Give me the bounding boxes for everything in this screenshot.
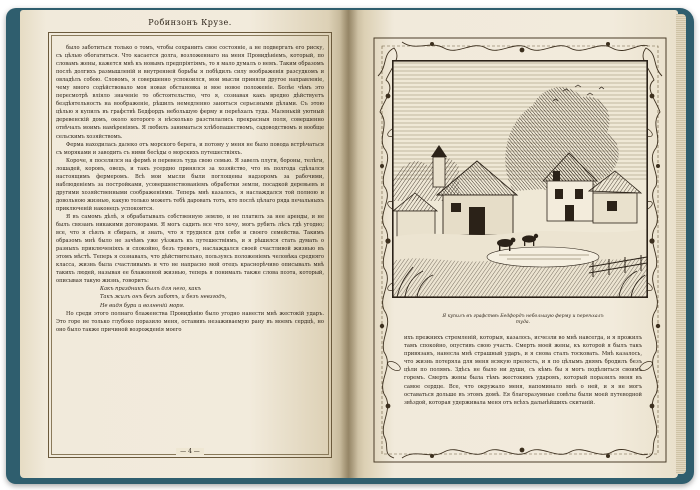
page-number bbox=[48, 448, 332, 455]
book-gutter bbox=[340, 10, 358, 478]
verse-line: Какъ праздникъ былъ для него, какъ bbox=[100, 286, 201, 293]
farm-engraving bbox=[392, 60, 648, 298]
paragraph: Ферма находилась далеко отъ морского берега, и потому у меня не было повода встрѣчаться съ моряками и заводить съ ними бесѣды о морскихъ путешествіяхъ. bbox=[56, 141, 324, 156]
paragraph: Я въ самомъ дѣлѣ, я обрабатывалъ собственную землю, и не платилъ за нее аренды, и не былъ связанъ никакими договорами. Я могъ садить все что хочу, могъ рубить лѣсъ гдѣ угодно; все, что я сѣялъ я сбиралъ, и знать, что я трудился для себя и своего семейства. Такимъ образомъ мнѣ было не зачѣмъ уже уѣзжать къ путешествіямъ, и я рѣшился стать думать о разныхъ приключеніяхъ и спокойно, безъ тревогъ, наслаждался своей счастливой жизнью въ этомъ мѣстѣ. Теперь я сознавалъ, что дѣйствительно, пользуясь положеніемъ человѣка средняго класса, жизнь была счастливымъ и что не напрасно мой отецъ краснорѣчиво описывалъ мнѣ такихъ людей, называя ее блаженной жизнью, теперь я понималъ также слова поэта, который, описывая такую жизнь, говоритъ: bbox=[56, 213, 324, 285]
engraving-caption: Я купилъ въ графствѣ Бедфордъ небольшую ферму и переѣхалъ туда. bbox=[442, 314, 604, 326]
left-page-text bbox=[56, 44, 324, 334]
paragraph: Короче, я поселился на фермѣ и перевезъ туда свою семью. Я завелъ плуги, бороны, телѣги, лошадей, коровъ, овецъ, и такъ усердно принялся за хозяйство, что въ полгода сдѣлался настоящимъ фермеромъ. Всѣ мои мысли были поглощены надзоромъ за рабочими, наблюденіемъ за постройками, усовершенствованіемъ обработки земли, посадкой деревьевъ и другими хозяйственными соображеніями. Теперь мнѣ казалось, я наслаждался той полною и довольною жизнью, какую только можетъ тебѣ даровать тотъ, кто послѣ цѣлаго ряда печальныхъ приключеній наконецъ успокоится. bbox=[56, 157, 324, 212]
paragraph: ихъ прежнихъ стремленій, которыя, казалось, исчезли во мнѣ навсегда, и я прожилъ тамъ спокойно, опустивъ свою участь. Смерть моей жены, къ которой я былъ такъ привязанъ, нанесла мнѣ страшный ударъ, и я снова сталъ тосковать. Мнѣ казалось, что жизнь потеряла для меня всякую прелесть, и я по цѣлымъ днямъ бродилъ безъ цѣли по полямъ. Здѣсь не было ни души, съ кѣмъ бы я могъ подѣлиться своимъ горемъ. Смерть жены была тѣмъ жестокимъ ударомъ, который поразилъ меня въ самое сердце. Все, что окружало меня, напоминало мнѣ о ней, и я не могъ оставаться дольше въ этомъ домѣ. Ея благоразумные совѣты были моей путеводной звѣздой, которая удерживала меня отъ всѣхъ дальнѣйшихъ скитаній. bbox=[404, 335, 642, 406]
page-number-text: — 4 — bbox=[176, 448, 204, 455]
verse-line: Такъ жилъ онъ безъ заботъ, и безъ невзгодъ, bbox=[100, 294, 227, 301]
running-head: Робинзонъ Крузе. bbox=[148, 18, 232, 27]
paragraph: Но среди этого полнаго блаженства Провидѣнію было угодно нанести мнѣ жестокій ударъ. Это горе не только глубоко поразило меня, оставивъ незаживаемую рану въ моемъ сердцѣ, но оно было также причиной возрожденія моего bbox=[56, 310, 324, 333]
right-page-text bbox=[404, 334, 642, 407]
verse-line: Не видя бури и волненій моря. bbox=[100, 302, 185, 309]
page-edges bbox=[676, 14, 686, 474]
paragraph: было заботиться только о томъ, чтобы сохранить свое состояніе, а не подвергать его риску, съ цѣлью обогатиться. Что касается долга, возложеннаго на меня Провидѣніемъ, который, по словамъ жены, кажется мнѣ къ новымъ предпріятіямъ, то я мало думалъ о немъ. Таким образомъ послѣ долгихъ размышленій и внутренней борьбы я побѣдилъ силу воображенія разсудкомъ и овладѣлъ собою. Словомъ, я совершенно успокоился, мои мысли приняли другое направленіе, чему много содѣйствовало моя новая обстановка и мое новое положеніе. Болѣе чѣмъ это пересмотрѣ вліяло значеніе то обстоятельство, что я, сознавая какъ вредно дѣйствуетъ бездѣятельность на воображеніе, рѣшилъ немедленно заняться серьезными дѣлами. Съ этою цѣлью я купилъ въ графствѣ Бедфордъ небольшую ферму и переѣхалъ туда. Маленькій уютный деревенскій домъ, около которого я нѣсколько разстилались прекрасныя поля, совершенно отвѣчалъ моимъ намѣреніямъ. Я любилъ заниматься хлѣбопашествомъ, садоводствомъ и вообще сельскимъ хозяйствомъ. bbox=[56, 45, 324, 140]
